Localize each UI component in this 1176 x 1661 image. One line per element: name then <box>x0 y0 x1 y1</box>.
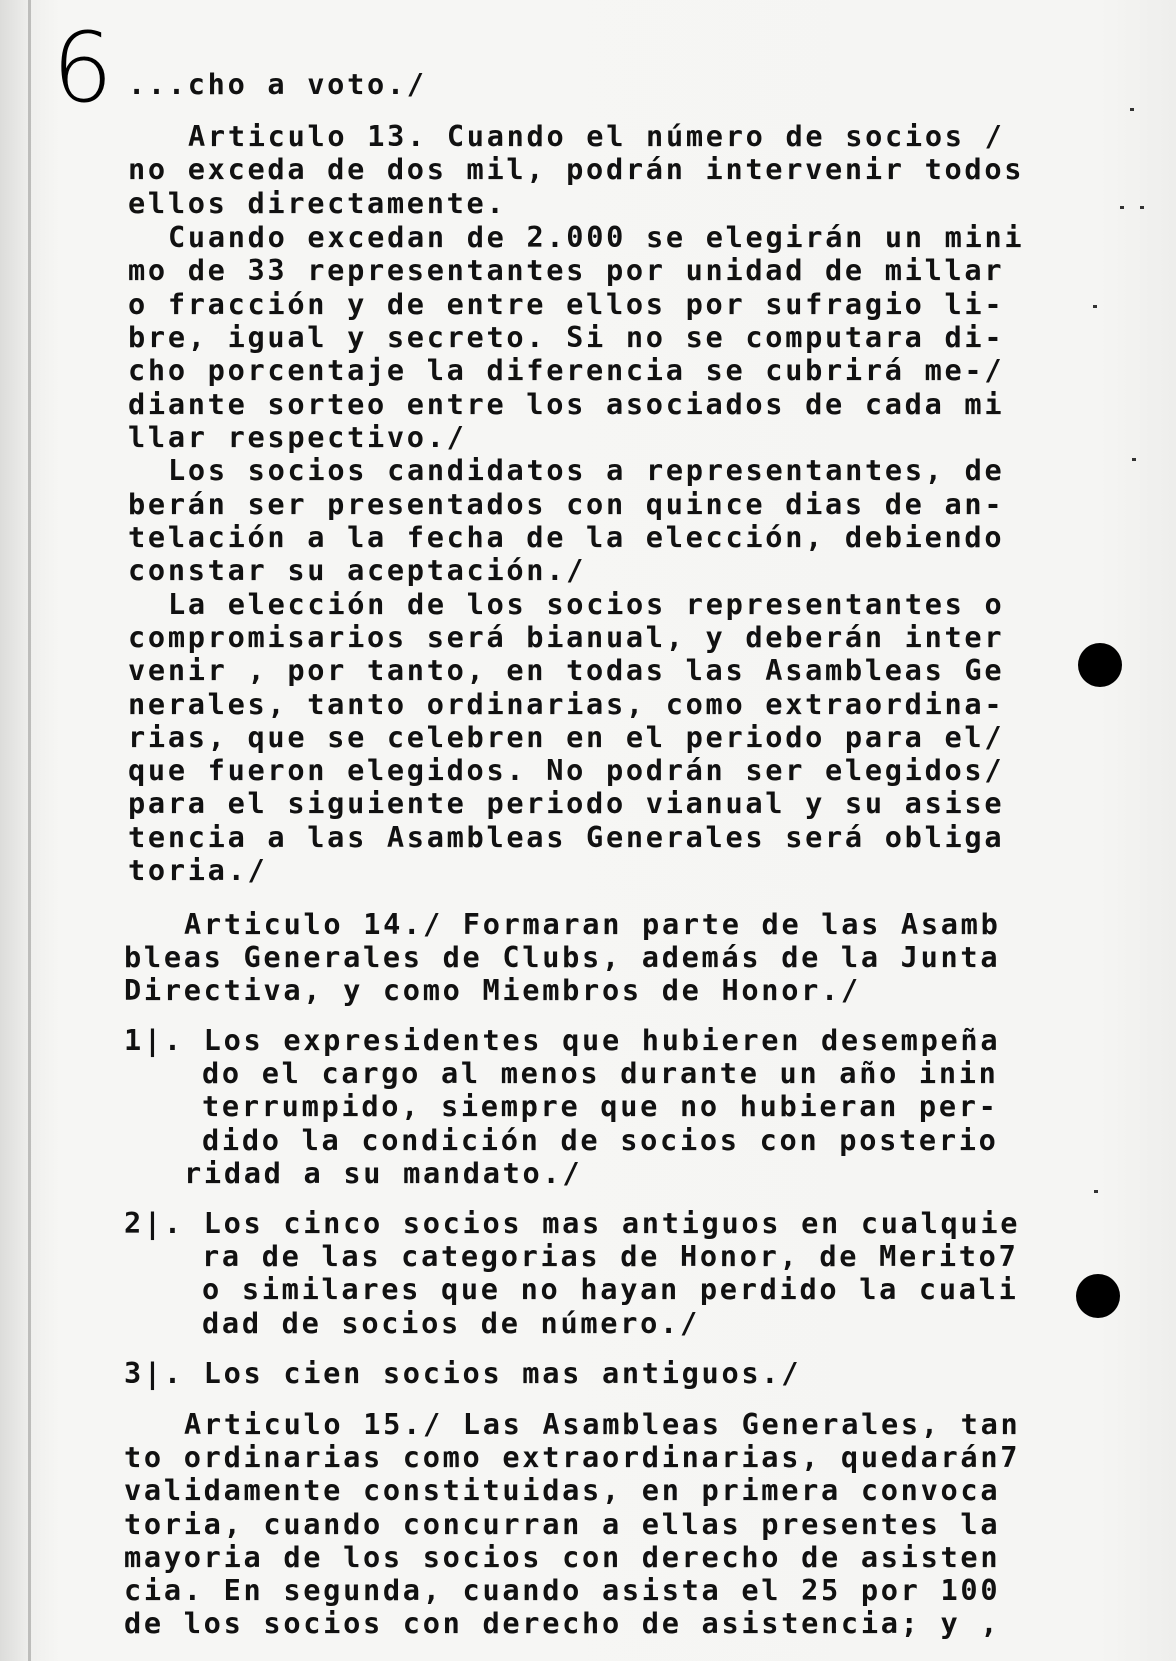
text-line: validamente constituidas, en primera convoca <box>124 1473 1001 1507</box>
text-line: no exceda de dos mil, podrán intervenir todos <box>128 152 1025 186</box>
text-line: Articulo 15./ Las Asambleas Generales, tan <box>184 1407 1021 1441</box>
punch-hole <box>1076 1274 1120 1318</box>
text-line: to ordinarias como extraordinarias, quedarán7 <box>124 1440 1021 1474</box>
text-line: Articulo 14./ Formaran parte de las Asamb <box>184 907 1001 941</box>
text-line: o fracción y de entre ellos por sufragio li- <box>128 287 1005 321</box>
text-line: mayoria de los socios con derecho de asisten <box>124 1540 1001 1574</box>
scan-speck <box>1140 206 1144 209</box>
text-line: 3|. Los cien socios mas antiguos./ <box>124 1356 802 1390</box>
text-line: cho porcentaje la diferencia se cubrirá me-/ <box>128 353 1005 387</box>
text-line: nerales, tanto ordinarias, como extraordina- <box>128 687 1005 721</box>
text-line: para el siguiente periodo vianual y su asise <box>128 786 1005 820</box>
text-line: toria./ <box>128 853 268 887</box>
text-line: berán ser presentados con quince dias de an- <box>128 487 1005 521</box>
text-line: bre, igual y secreto. Si no se computara di- <box>128 320 1005 354</box>
text-line: llar respectivo./ <box>128 420 467 454</box>
text-line: ra de las categorias de Honor, de Merito7 <box>202 1239 1019 1273</box>
text-line: ...cho a voto./ <box>128 67 427 101</box>
text-line: que fueron elegidos. No podrán ser elegidos/ <box>128 753 1005 787</box>
punch-hole <box>1078 643 1122 687</box>
scan-speck <box>1093 305 1097 308</box>
scan-speck <box>1130 108 1134 111</box>
text-line: dido la condición de socios con posterio <box>202 1123 999 1157</box>
text-line: do el cargo al menos durante un año inin <box>202 1056 999 1090</box>
text-line: ridad a su mandato./ <box>184 1156 583 1190</box>
text-line: Los socios candidatos a representantes, de <box>168 453 1005 487</box>
text-line: 2|. Los cinco socios mas antiguos en cualquie <box>124 1206 1021 1240</box>
text-line: dad de socios de número./ <box>202 1306 700 1340</box>
page-edge <box>28 0 31 1661</box>
text-line: rias, que se celebren en el periodo para el/ <box>128 720 1005 754</box>
text-line: o similares que no hayan perdido la cuali <box>202 1272 1019 1306</box>
text-line: 1|. Los expresidentes que hubieren desempeña <box>124 1023 1001 1057</box>
text-line: La elección de los socios representantes o <box>168 587 1005 621</box>
text-line: de los socios con derecho de asistencia; y , <box>124 1606 1001 1640</box>
text-line: constar su aceptación./ <box>128 553 587 587</box>
text-line: tencia a las Asambleas Generales será obliga <box>128 820 1005 854</box>
text-line: venir , por tanto, en todas las Asambleas Ge <box>128 653 1005 687</box>
text-line: terrumpido, siempre que no hubieran per- <box>202 1089 999 1123</box>
text-line: diante sorteo entre los asociados de cada mi <box>128 387 1005 421</box>
text-line: bleas Generales de Clubs, además de la Junta <box>124 940 1001 974</box>
text-line: toria, cuando concurran a ellas presentes la <box>124 1507 1001 1541</box>
text-line: Directiva, y como Miembros de Honor./ <box>124 973 861 1007</box>
text-line: mo de 33 representantes por unidad de millar <box>128 253 1005 287</box>
text-line: ellos directamente. <box>128 186 507 220</box>
text-line: compromisarios será bianual, y deberán inter <box>128 620 1005 654</box>
scan-speck <box>1120 206 1124 209</box>
scan-speck <box>1094 1190 1098 1193</box>
text-line: cia. En segunda, cuando asista el 25 por 100 <box>124 1573 1001 1607</box>
text-line: Articulo 13. Cuando el número de socios / <box>188 119 1005 153</box>
page-number: 6 <box>52 12 114 124</box>
text-line: Cuando excedan de 2.000 se elegirán un mini <box>168 220 1025 254</box>
text-line: telación a la fecha de la elección, debiendo <box>128 520 1005 554</box>
scan-speck <box>1132 458 1136 461</box>
